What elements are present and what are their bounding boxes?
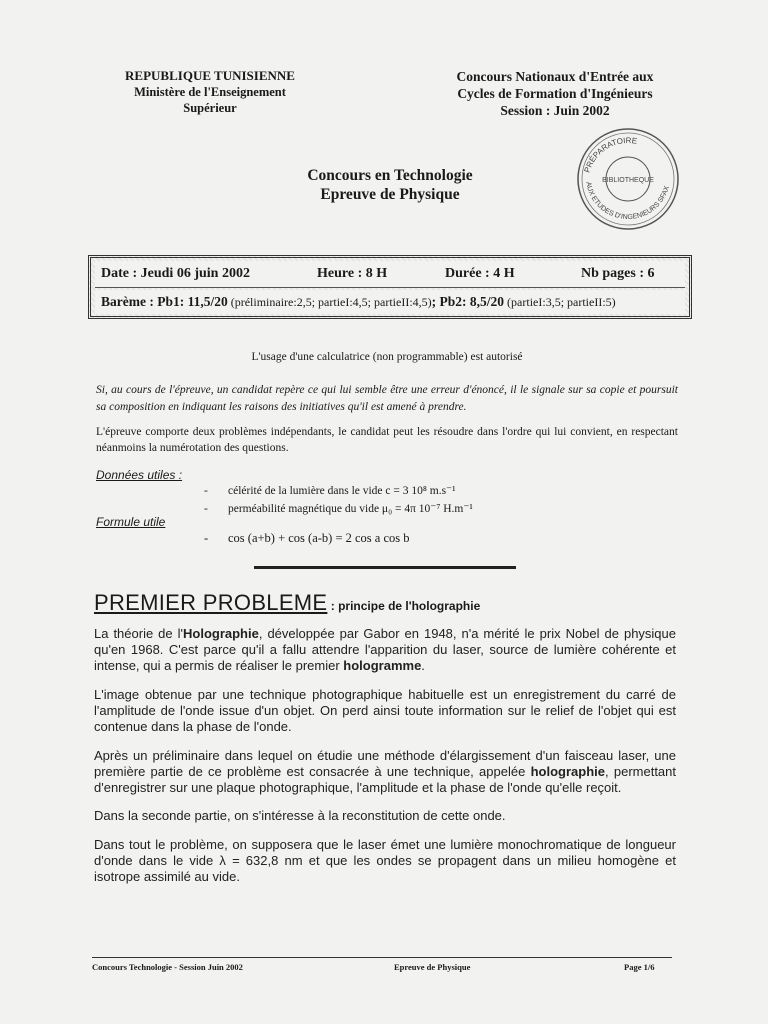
grading-pb1-detail: (préliminaire:2,5; partieI:4,5; partieII:4,5): [227, 295, 432, 309]
donnee-item: - célérité de la lumière dans le vide c = 3 10⁸ m.s⁻¹: [204, 485, 456, 497]
grading-pb2: ; Pb2: 8,5/20: [431, 294, 505, 309]
problem-title-main: PREMIER PROBLEME: [94, 590, 328, 615]
problem-title: [94, 590, 480, 616]
grading-pb2-detail: (partieI:3,5; partieII:5): [504, 295, 616, 309]
stamp-top-text: PRÉPARATOIRE: [582, 135, 638, 174]
paragraph-intro: La théorie de l'Holographie, développée par Gabor en 1948, n'a mérité le prix Nobel de physique qu'en 1968. C'est parce qu'il a fallu attendre l'apparition du laser, source de lumière cohérente et intense, qui a permis de réaliser le premier hologramme.: [94, 626, 677, 673]
header-country: REPUBLIQUE TUNISIENNE: [125, 68, 295, 83]
exam-info-row: [95, 261, 685, 288]
header-right: [430, 68, 680, 119]
calculator-note: L'usage d'une calculatrice (non programmable) est autorisé: [251, 351, 523, 363]
exam-title: [250, 166, 530, 204]
header-ministry: Ministère de l'Enseignement: [134, 85, 286, 99]
grading-scale: [95, 290, 685, 314]
section-divider: [254, 566, 516, 569]
exam-time: Heure : 8 H: [317, 266, 388, 281]
library-stamp: [566, 125, 690, 233]
footer-left: Concours Technologie - Session Juin 2002: [92, 962, 243, 972]
grading-pb1: Barème : Pb1: 11,5/20: [101, 294, 228, 309]
error-instructions: Si, au cours de l'épreuve, un candidat repère ce qui lui semble être une erreur d'énoncé, il le signale sur sa copie et poursuit sa composition en indiquant les raisons des initiatives qu'il est amené à prendre.: [96, 384, 678, 413]
formule-item: - cos (a+b) + cos (a-b) = 2 cos a cos b: [204, 531, 410, 545]
term-holographie: Holographie: [183, 626, 259, 641]
formule-cos: cos (a+b) + cos (a-b) = 2 cos a cos b: [228, 531, 410, 545]
paragraph-assumptions: Dans tout le problème, on supposera que le laser émet une lumière monochromatique de longueur d'onde dans le vide λ = 632,8 nm et que les ondes se propagent dans un milieu homogène et isotrope assimilé au vide.: [94, 837, 676, 884]
stamp-center-text: BIBLIOTHEQUE: [602, 177, 654, 184]
header-left: [100, 68, 320, 116]
donnee-celerite: célérité de la lumière dans le vide c = 3 10⁸ m.s⁻¹: [228, 485, 456, 497]
stamp-bottom-text: AUX ETUDES D'INGENIEURS SFAX: [584, 181, 671, 222]
footer-divider: [92, 957, 672, 958]
problem-title-sub: : principe de l'holographie: [327, 599, 481, 613]
paragraph-part2: Dans la seconde partie, on s'intéresse à la reconstitution de cette onde.: [94, 808, 506, 823]
footer-page-number: Page 1/6: [624, 962, 655, 972]
donnees-heading: Données utiles :: [96, 468, 183, 482]
header-ministry-cont: Supérieur: [183, 101, 237, 115]
exam-pages: Nb pages : 6: [581, 266, 655, 281]
footer-center: Epreuve de Physique: [394, 962, 471, 972]
donnee-item: - perméabilité magnétique du vide μ₀ = 4π 10⁻⁷ H.m⁻¹: [204, 503, 473, 515]
header-contest: Concours Nationaux d'Entrée aux: [456, 69, 654, 84]
structure-instructions: L'épreuve comporte deux problèmes indépendants, le candidat peut les résoudre dans l'ordre qui lui convient, en respectant néanmoins la numérotation des questions.: [96, 426, 678, 454]
exam-duration: Durée : 4 H: [445, 266, 515, 281]
paragraph-plan: Après un préliminaire dans lequel on étudie une méthode d'élargissement d'un faisceau laser, une première partie de ce problème est consacrée à une technique, appelée holographie, permettant d'enregistrer sur une plaque photographique, l'amplitude et la phase de l'onde qu'elle reçoit.: [94, 748, 677, 795]
donnee-permeabilite: perméabilité magnétique du vide μ₀ = 4π 10⁻⁷ H.m⁻¹: [228, 503, 473, 515]
exam-title-line1: Concours en Technologie: [307, 167, 473, 184]
term-holographie-2: holographie: [530, 764, 605, 779]
header-cycles: Cycles de Formation d'Ingénieurs: [457, 86, 653, 101]
term-hologramme: hologramme: [343, 658, 422, 673]
exam-date: Date : Jeudi 06 juin 2002: [101, 266, 250, 281]
exam-info-box: [88, 255, 692, 319]
exam-title-line2: Epreuve de Physique: [320, 186, 460, 203]
formule-heading: Formule utile: [96, 515, 166, 529]
header-session: Session : Juin 2002: [500, 103, 610, 118]
paragraph-photography: L'image obtenue par une technique photographique habituelle est un enregistrement du carré de l'amplitude de l'onde issue d'un objet. On perd ainsi toute information sur le relief de l'objet qui est contenue dans la phase de l'onde.: [94, 687, 676, 734]
